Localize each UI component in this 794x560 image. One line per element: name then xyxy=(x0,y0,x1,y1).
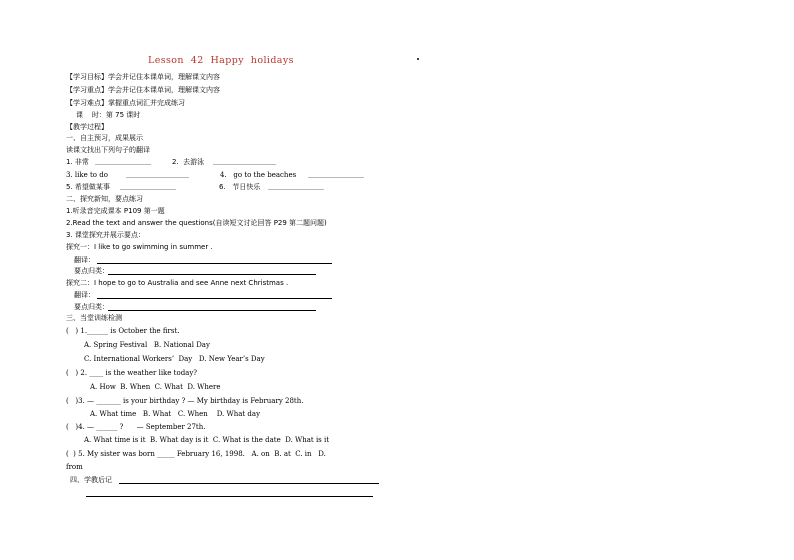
task-3: 3. 课堂探究并展示要点： xyxy=(66,231,145,239)
learning-difficulty: 【学习难点】掌握重点词汇并完成练习 xyxy=(66,99,185,107)
summary-line-2 xyxy=(108,310,316,311)
question-1: ( ) 1.______ is October the first. xyxy=(66,327,180,335)
afterword-line-2 xyxy=(86,496,373,497)
translate-line-2 xyxy=(97,298,332,299)
translate-label-1: 翻译： xyxy=(74,256,95,264)
item-4: 4. go to the beaches xyxy=(220,171,297,179)
item-6: 6. 节日快乐 xyxy=(219,183,261,191)
section1-heading: 一、自主预习，成果展示 xyxy=(66,134,143,142)
question-2-options: A. How B. When C. What D. Where xyxy=(90,383,221,391)
section4-heading: 四、学教后记 xyxy=(70,476,112,484)
translate-label-2: 翻译： xyxy=(74,291,95,299)
task-1: 1.听录音完成课本 P109 第一题 xyxy=(66,207,165,215)
question-3-options: A. What time B. What C. When D. What day xyxy=(90,410,261,418)
summary-label-1: 要点归类： xyxy=(74,267,109,275)
item-2: 2. 去游泳 xyxy=(172,158,205,166)
learning-goal: 【学习目标】学会并记住本课单词，理解课文内容 xyxy=(66,73,220,81)
section2-heading: 二、探究新知，要点练习 xyxy=(66,195,143,203)
item-4-blank: ________________ xyxy=(308,170,364,178)
question-3: ( )3. — _______ is your birthday ? — My birthday is February 28th. xyxy=(66,397,304,405)
section1-instruction: 读课文找出下列句子的翻译 xyxy=(66,146,150,154)
item-2-blank: __________________ xyxy=(213,157,276,165)
item-1-blank: ________________ xyxy=(95,157,151,165)
item-3-blank: __________________ xyxy=(126,170,189,178)
translate-line-1 xyxy=(97,263,332,264)
explore-1: 探究一：I like to go swimming in summer . xyxy=(66,243,213,251)
question-5: ( ) 5. My sister was born _____ February 16, 1998. A. on B. at C. in D. xyxy=(66,450,326,458)
item-6-blank: ________________ xyxy=(268,182,324,190)
class-period: 课 时：第 75 课时 xyxy=(76,111,141,119)
teaching-process: 【教学过程】 xyxy=(66,123,108,131)
summary-label-2: 要点归类： xyxy=(74,303,109,311)
item-1: 1. 非常 xyxy=(66,158,89,166)
task-2: 2.Read the text and answer the questions(自读短文讨论回答 P29 第二题问题) xyxy=(66,219,327,227)
question-2: ( ) 2. ____ is the weather like today? xyxy=(66,369,198,377)
lesson-title: Lesson 42 Happy holidays xyxy=(148,55,294,66)
question-1-options-a: A. Spring Festival B. National Day xyxy=(84,341,210,349)
item-5: 5. 希望做某事 xyxy=(66,183,110,191)
question-5-continued: from xyxy=(66,463,83,471)
stray-dot xyxy=(417,58,419,60)
summary-line-1 xyxy=(108,274,316,275)
learning-key: 【学习重点】学会并记住本课单词，理解课文内容 xyxy=(66,86,220,94)
question-4: ( )4. — ______ ? — September 27th. xyxy=(66,423,206,431)
afterword-line-1 xyxy=(119,483,379,484)
question-1-options-b: C. International Workers’ Day D. New Year’s Day xyxy=(84,355,265,363)
explore-2: 探究二：I hope to go to Australia and see Anne next Christmas . xyxy=(66,279,289,287)
section3-heading: 三、当堂训练检测 xyxy=(66,314,122,322)
item-5-blank: ________________ xyxy=(120,182,176,190)
item-3: 3. like to do xyxy=(66,171,108,179)
question-4-options: A. What time is it B. What day is it C. What is the date D. What is it xyxy=(84,436,330,444)
